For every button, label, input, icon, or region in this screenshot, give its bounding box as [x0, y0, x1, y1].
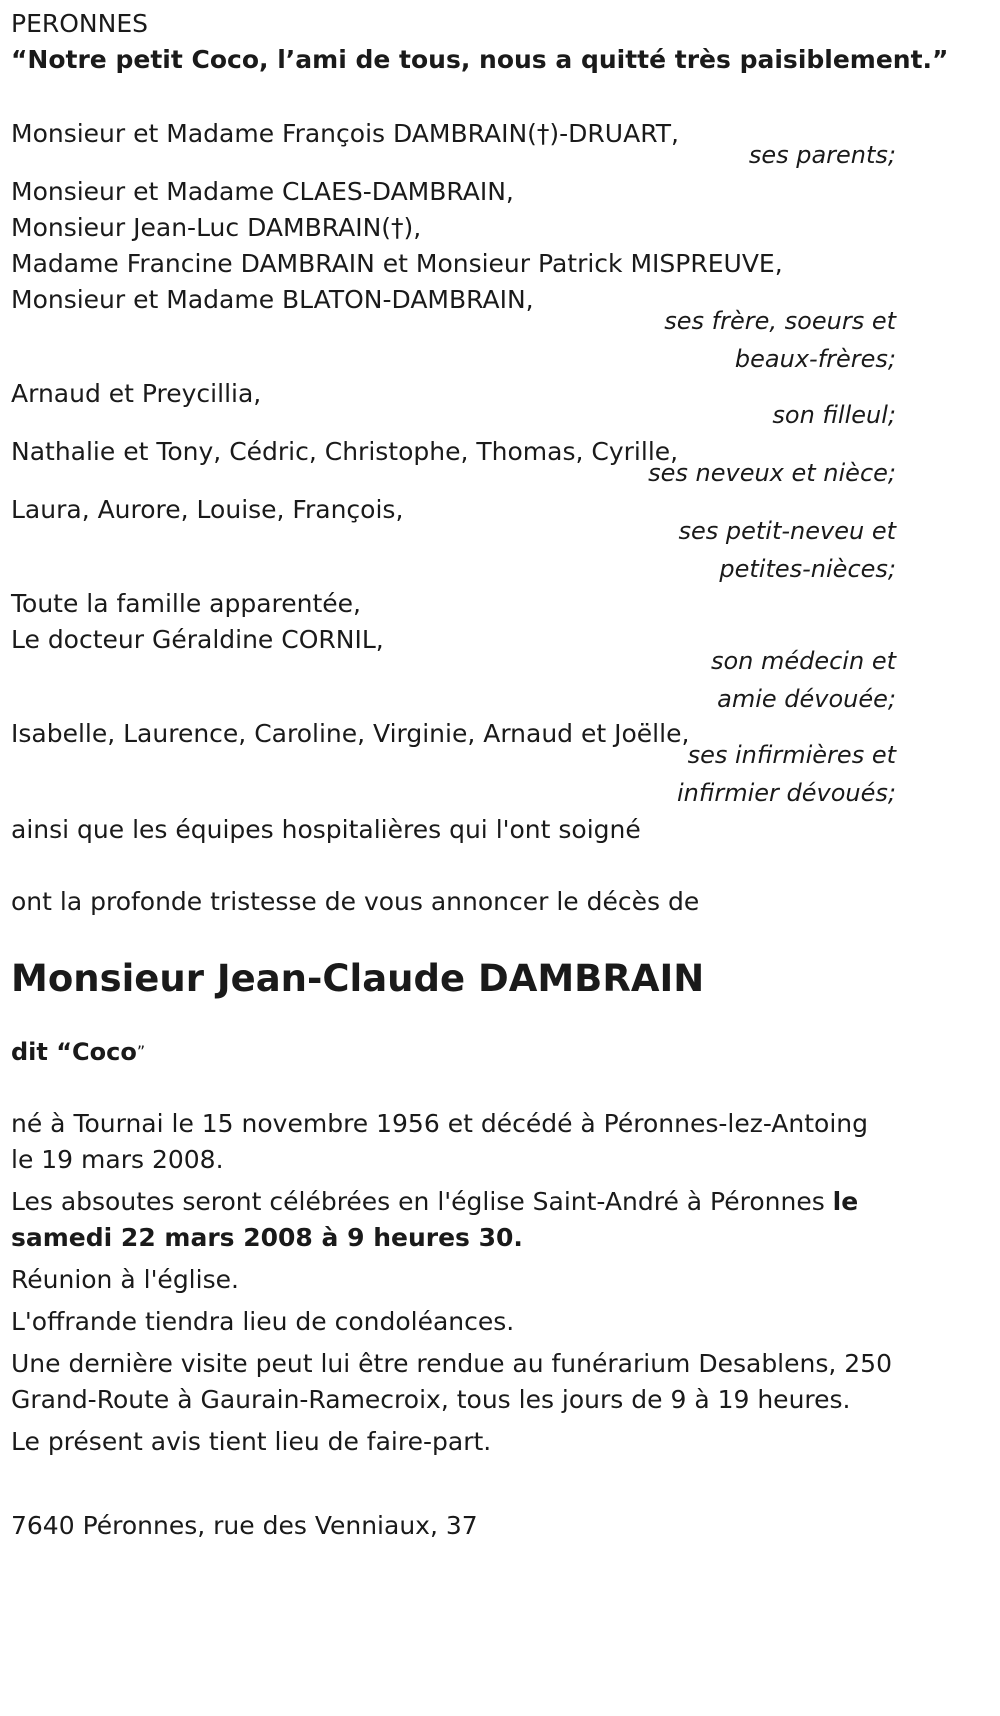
spacer: [11, 1460, 896, 1508]
godson-line: Arnaud et Preycillia,: [11, 379, 262, 408]
siblings-role: ses frère, soeurs et: [664, 307, 896, 335]
address: 7640 Péronnes, rue des Venniaux, 37: [11, 1511, 478, 1540]
nurses-line: Isabelle, Laurence, Caroline, Virginie, Arnaud et Joëlle,: [11, 719, 690, 748]
godson-role: son filleul;: [772, 401, 896, 429]
doctor-role: amie dévouée;: [717, 685, 896, 713]
sibling-line: Monsieur Jean-Luc DAMBRAIN(†),: [11, 213, 422, 242]
meeting: Réunion à l'église.: [11, 1265, 239, 1294]
nurses-role: ses infirmières et: [687, 741, 896, 769]
nickname-prefix: dit: [11, 1038, 57, 1066]
nickname-close: ”: [136, 1042, 146, 1061]
grandnephews-line: Laura, Aurore, Louise, François,: [11, 495, 404, 524]
notice: Le présent avis tient lieu de faire-part.: [11, 1427, 492, 1456]
service-date: le samedi 22 mars 2008 à 9 heures 30.: [11, 1187, 859, 1252]
sibling-line: Monsieur et Madame BLATON-DAMBRAIN,: [11, 285, 534, 314]
relatives-line: Toute la famille apparentée,: [11, 589, 361, 618]
spacer: [11, 1004, 896, 1034]
visit: Une dernière visite peut lui être rendue au funérarium Desablens, 250 Grand-Route à Gaurain-Ramecroix, tous les jours de 9 à 19 heures.: [11, 1349, 892, 1414]
nickname: “Coco: [56, 1038, 137, 1066]
grandnephews-role: ses petit-neveu et: [678, 517, 896, 545]
offering: L'offrande tiendra lieu de condoléances.: [11, 1307, 515, 1336]
announcement: ont la profonde tristesse de vous annoncer le décès de: [11, 887, 700, 916]
doctor-role: son médecin et: [710, 647, 896, 675]
spacer: [11, 848, 896, 884]
siblings-role: beaux-frères;: [734, 345, 896, 373]
nephews-line: Nathalie et Tony, Cédric, Christophe, Thomas, Cyrille,: [11, 437, 679, 466]
service-paragraph: [11, 1184, 896, 1256]
spacer: [11, 920, 896, 954]
nurses-role: infirmier dévoués;: [676, 779, 896, 807]
service-text: Les absoutes seront célébrées en l'église Saint-André à Péronnes: [11, 1187, 833, 1216]
sibling-line: Madame Francine DAMBRAIN et Monsieur Patrick MISPREUVE,: [11, 249, 783, 278]
sibling-line: Monsieur et Madame CLAES-DAMBRAIN,: [11, 177, 514, 206]
spacer: [11, 1070, 896, 1106]
doctor-line: Le docteur Géraldine CORNIL,: [11, 625, 384, 654]
location-title: PERONNES: [11, 9, 148, 38]
teams-line: ainsi que les équipes hospitalières qui l'ont soigné: [11, 815, 641, 844]
grandnephews-role: petites-nièces;: [719, 555, 896, 583]
quote: “Notre petit Coco, l’ami de tous, nous a quitté très paisiblement.”: [11, 45, 949, 74]
nephews-role: ses neveux et nièce;: [648, 459, 896, 487]
birth-death: né à Tournai le 15 novembre 1956 et décédé à Péronnes-lez-Antoing le 19 mars 2008.: [11, 1109, 868, 1174]
deceased-name: Monsieur Jean-Claude DAMBRAIN: [11, 957, 705, 1000]
spacer: [11, 78, 896, 116]
nickname-line: [11, 1034, 896, 1070]
parents-role: ses parents;: [748, 141, 896, 169]
parents-line: Monsieur et Madame François DAMBRAIN(†)-DRUART,: [11, 119, 679, 148]
obituary-notice: [11, 6, 949, 1544]
